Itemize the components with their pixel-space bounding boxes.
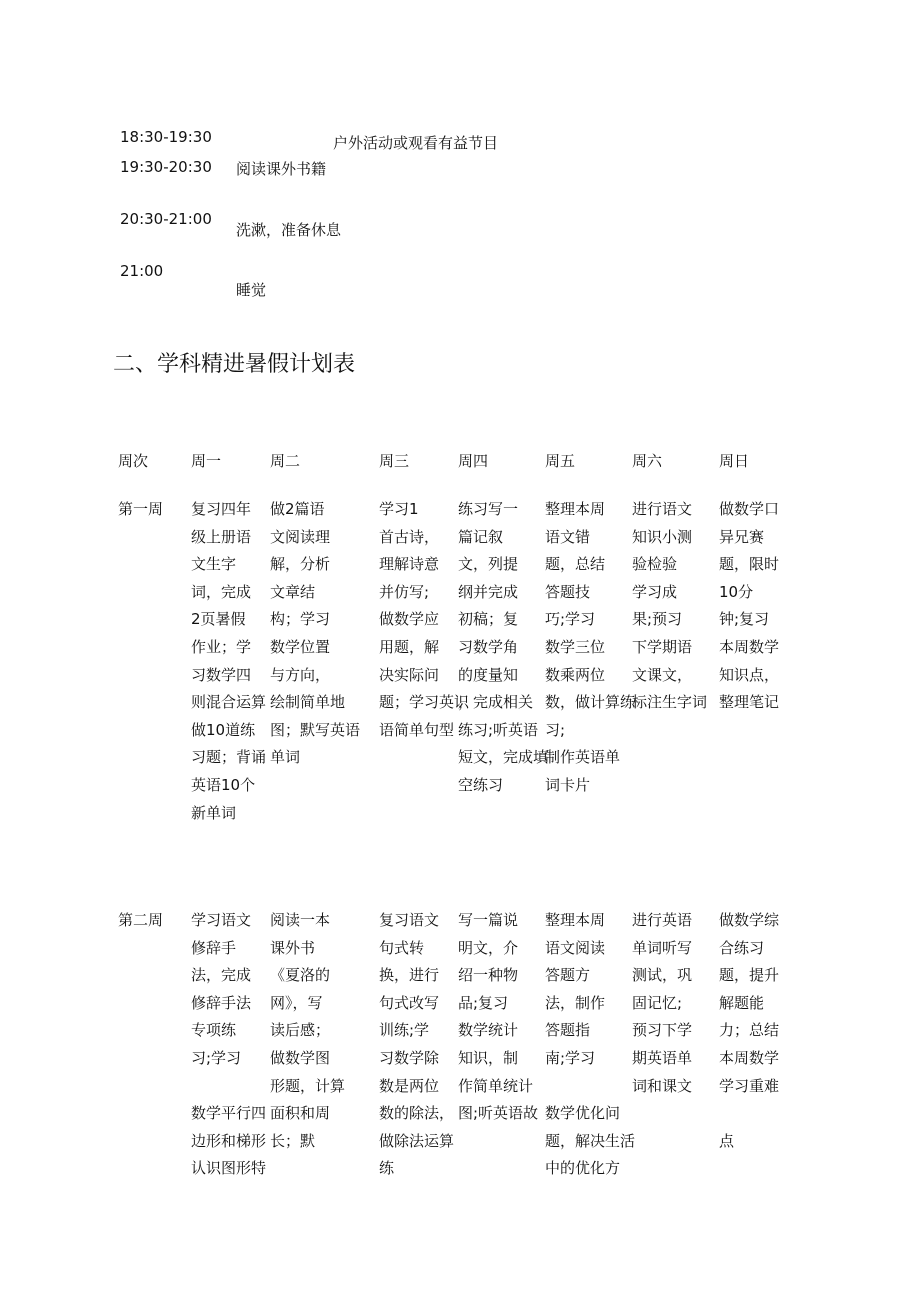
plan-cell-line: 纲并完成: [458, 582, 519, 601]
plan-cell-line: 测试，巩: [632, 966, 693, 985]
plan-cell-line: 做10道练: [191, 720, 256, 739]
plan-cell-line: 单词: [270, 748, 301, 767]
plan-cell-line: 学习重难: [719, 1076, 780, 1095]
plan-cell-line: 形题，计算: [270, 1076, 346, 1095]
header-monday: 周一: [191, 452, 222, 470]
plan-cell-line: 学习语文: [191, 911, 252, 929]
plan-cell-saturday: [632, 496, 707, 717]
plan-cell-line: 钟;复习: [719, 610, 770, 629]
plan-cell-line: 数学三位: [545, 637, 606, 656]
plan-cell-line: 词和课文: [632, 1076, 693, 1095]
plan-cell-line: 预习下学: [632, 1021, 693, 1040]
plan-cell-line: 构；学习: [270, 610, 331, 629]
plan-cell-line: 期英语单: [632, 1048, 693, 1067]
plan-cell-line: 数是两位: [379, 1076, 440, 1095]
plan-cell-tuesday: [270, 496, 360, 772]
section-title: 二、学科精进暑假计划表: [113, 352, 356, 377]
header-week: 周次: [118, 452, 149, 470]
plan-cell-friday: [545, 496, 635, 800]
plan-cell-wednesday: [379, 907, 454, 1183]
plan-cell-line: 答题指: [545, 1021, 591, 1040]
plan-cell-sunday: [719, 907, 779, 1155]
plan-cell-line: 换，进行: [379, 966, 440, 985]
plan-cell-line: 阅读一本: [270, 911, 331, 929]
schedule-time: 19:30-20:30: [120, 158, 212, 176]
schedule-time: 21:00: [120, 262, 164, 280]
plan-cell-line: 点: [719, 1131, 735, 1150]
plan-cell-line: 题，提升: [719, 966, 780, 985]
plan-cell-line: 数学平行四: [191, 1104, 267, 1123]
plan-cell-line: 下学期语: [632, 637, 693, 656]
plan-cell-line: 力；总结: [719, 1021, 780, 1040]
plan-cell-line: 《夏洛的: [270, 966, 331, 985]
plan-cell-line: 短文，完成填: [458, 748, 549, 767]
plan-cell-friday: [545, 907, 635, 1183]
plan-cell-line: 题，限时: [719, 555, 780, 574]
plan-cell-line: 进行英语: [632, 911, 693, 929]
plan-cell-line: 做数学图: [270, 1048, 331, 1067]
plan-cell-line: 习数学除: [379, 1048, 440, 1067]
plan-cell-line: 词，完成: [191, 582, 252, 601]
plan-cell-line: 学习1: [379, 500, 419, 518]
plan-cell-line: 题，解决生活: [545, 1131, 636, 1150]
plan-cell-line: 合练习: [719, 938, 765, 957]
plan-cell-line: 做数学综: [719, 911, 780, 929]
plan-cell-line: 写一篇说: [458, 911, 519, 929]
plan-cell-line: 做数学应: [379, 610, 440, 629]
plan-cell-line: 固记忆;: [632, 993, 683, 1012]
plan-cell-line: 课外书: [270, 938, 316, 957]
plan-cell-line: 绍一种物: [458, 966, 519, 985]
plan-cell-line: 词卡片: [545, 775, 591, 794]
plan-cell-line: 绘制简单地: [270, 693, 346, 712]
plan-cell-line: 与方向，: [270, 665, 331, 684]
schedule-activity: 洗漱，准备休息: [236, 221, 342, 239]
plan-cell-line: 异兄赛: [719, 527, 765, 546]
plan-cell-line: 习数学四: [191, 665, 252, 684]
plan-cell-line: 知识点，: [719, 665, 780, 684]
header-tuesday: 周二: [270, 452, 301, 470]
plan-cell-line: 篇记叙: [458, 527, 504, 546]
plan-cell-line: 文阅读理: [270, 527, 331, 546]
plan-cell-line: 习;: [545, 720, 566, 739]
plan-cell-line: 练: [379, 1159, 395, 1178]
plan-cell-line: 语简单句型: [379, 720, 455, 739]
plan-cell-line: 决实际问: [379, 665, 440, 684]
plan-cell-line: 则混合运算: [191, 693, 267, 712]
plan-cell-line: 用题，解: [379, 637, 440, 656]
plan-cell-line: 边形和梯形: [191, 1131, 267, 1150]
plan-cell-line: 做2篇语: [270, 500, 325, 518]
plan-cell-line: 练习写一: [458, 500, 519, 518]
plan-cell-line: 数，做计算练: [545, 693, 636, 712]
plan-cell-line: 的度量知: [458, 665, 519, 684]
plan-cell-line: 整理笔记: [719, 693, 780, 712]
plan-cell-line: 新单词: [191, 803, 237, 822]
plan-cell-line: 认识图形特: [191, 1159, 267, 1178]
plan-cell-line: 整理本周: [545, 500, 606, 518]
plan-cell-line: 进行语文: [632, 500, 693, 518]
plan-cell-line: 图；默写英语: [270, 720, 361, 739]
plan-cell-line: 长；默: [270, 1131, 316, 1150]
plan-cell-line: 单词听写: [632, 938, 693, 957]
plan-cell-line: [719, 1100, 779, 1128]
plan-cell-line: 语文阅读: [545, 938, 606, 957]
plan-cell-line: 读后感；: [270, 1021, 331, 1040]
plan-cell-line: 空练习: [458, 775, 504, 794]
plan-cell-line: 首古诗，: [379, 527, 440, 546]
plan-cell-monday: [191, 496, 266, 827]
plan-cell-line: 文课文，: [632, 665, 693, 684]
plan-cell-line: 数的除法，: [379, 1104, 455, 1123]
plan-cell-line: 制作英语单: [545, 748, 621, 767]
plan-cell-line: 文章结: [270, 582, 316, 601]
plan-cell-line: [191, 1073, 266, 1101]
plan-cell-line: 级上册语: [191, 527, 252, 546]
schedule-activity: 睡觉: [236, 281, 267, 299]
plan-cell-line: 验检验: [632, 555, 678, 574]
plan-cell-line: 复习四年: [191, 500, 252, 518]
plan-cell-line: 法，完成: [191, 966, 252, 985]
plan-cell-line: 做数学口: [719, 500, 780, 518]
schedule-time: 18:30-19:30: [120, 128, 212, 146]
plan-cell-line: 果;预习: [632, 610, 683, 629]
plan-cell-line: 数学位置: [270, 637, 331, 656]
plan-cell-line: 中的优化方: [545, 1159, 621, 1178]
plan-cell-line: 句式转: [379, 938, 425, 957]
plan-cell-line: 解题能: [719, 993, 765, 1012]
plan-cell-tuesday: [270, 907, 345, 1155]
plan-cell-line: 复习语文: [379, 911, 440, 929]
plan-cell-line: 解，分析: [270, 555, 331, 574]
schedule-time: 20:30-21:00: [120, 210, 212, 228]
week-label: 第二周: [118, 911, 164, 929]
plan-cell-line: 作简单统计: [458, 1076, 534, 1095]
plan-cell-sunday: [719, 496, 779, 717]
header-saturday: 周六: [632, 452, 663, 470]
plan-cell-line: 图;听英语故: [458, 1104, 539, 1123]
plan-cell-line: 修辞手法: [191, 993, 252, 1012]
plan-cell-line: 明文，介: [458, 938, 519, 957]
plan-cell-line: 面积和周: [270, 1104, 331, 1123]
plan-cell-line: 知识小测: [632, 527, 693, 546]
plan-cell-monday: [191, 907, 266, 1183]
plan-cell-line: 练习;听英语: [458, 720, 539, 739]
plan-cell-line: 文生字: [191, 555, 237, 574]
plan-cell-line: 题，总结: [545, 555, 606, 574]
week-label: 第一周: [118, 500, 164, 518]
plan-cell-line: 南;学习: [545, 1048, 596, 1067]
plan-cell-line: [545, 1073, 635, 1101]
plan-cell-line: 品;复习: [458, 993, 509, 1012]
plan-cell-line: 数学统计: [458, 1021, 519, 1040]
plan-cell-line: 答题技: [545, 582, 591, 601]
plan-cell-saturday: [632, 907, 692, 1100]
plan-cell-line: 题；学习英识: [379, 693, 470, 712]
plan-cell-line: 理解诗意: [379, 555, 440, 574]
header-wednesday: 周三: [379, 452, 410, 470]
header-friday: 周五: [545, 452, 576, 470]
plan-cell-line: 句式改写: [379, 993, 440, 1012]
plan-cell-line: 语文错: [545, 527, 591, 546]
plan-cell-line: 习题；背诵: [191, 748, 267, 767]
plan-cell-line: 巧;学习: [545, 610, 596, 629]
plan-cell-line: 10分: [719, 582, 754, 601]
plan-cell-line: 习;学习: [191, 1048, 242, 1067]
plan-cell-line: 学习成: [632, 582, 678, 601]
plan-cell-line: 专项练: [191, 1021, 237, 1040]
plan-cell-line: ，完成相关: [458, 693, 534, 712]
plan-cell-line: 本周数学: [719, 1048, 780, 1067]
plan-cell-line: 数乘两位: [545, 665, 606, 684]
plan-cell-line: 作业；学: [191, 637, 252, 656]
plan-cell-thursday: [458, 907, 538, 1128]
plan-cell-line: 并仿写;: [379, 582, 430, 601]
schedule-activity: 户外活动或观看有益节目: [333, 134, 499, 152]
plan-cell-line: 知识，制: [458, 1048, 519, 1067]
plan-cell-line: 做除法运算: [379, 1131, 455, 1150]
plan-cell-line: 本周数学: [719, 637, 780, 656]
schedule-activity: 阅读课外书籍: [236, 160, 327, 178]
plan-cell-line: 2页暑假: [191, 610, 246, 629]
plan-cell-line: 整理本周: [545, 911, 606, 929]
plan-cell-line: 标注生字词: [632, 693, 708, 712]
plan-cell-line: 习数学角: [458, 637, 519, 656]
plan-cell-thursday: [458, 496, 548, 800]
plan-cell-line: 网》，写: [270, 993, 323, 1012]
plan-cell-line: 答题方: [545, 966, 591, 985]
plan-cell-wednesday: [379, 496, 469, 744]
plan-cell-line: 英语10个: [191, 775, 256, 794]
header-sunday: 周日: [719, 452, 750, 470]
header-thursday: 周四: [458, 452, 489, 470]
plan-cell-line: 修辞手: [191, 938, 237, 957]
plan-cell-line: 文，列提: [458, 555, 519, 574]
plan-cell-line: 初稿；复: [458, 610, 519, 629]
plan-cell-line: 训练;学: [379, 1021, 430, 1040]
plan-cell-line: 数学优化问: [545, 1104, 621, 1123]
plan-cell-line: 法，制作: [545, 993, 606, 1012]
